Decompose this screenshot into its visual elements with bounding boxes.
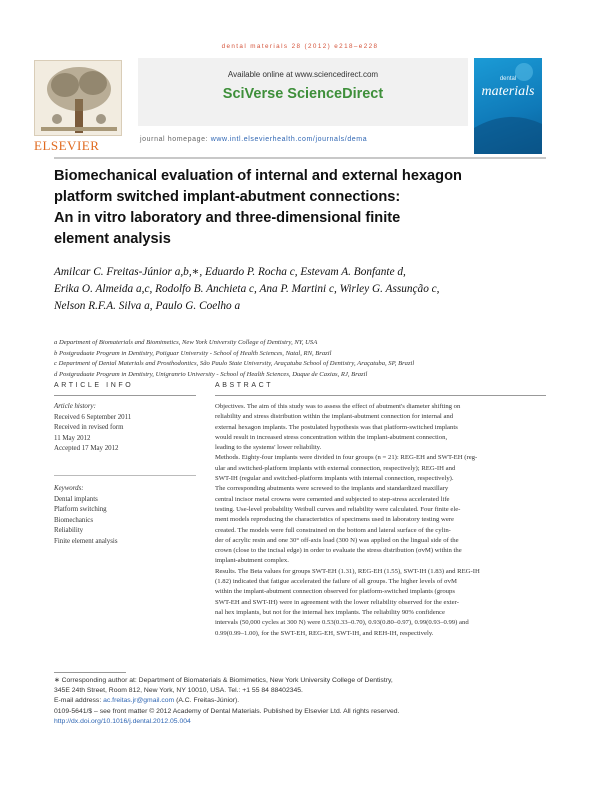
corresponding-author-note: ∗ Corresponding author at: Department of Biomaterials & Biomimetics, New York University College of Dentistry, <box>54 677 393 684</box>
affiliations <box>54 338 546 380</box>
abstract-line: Objectives. The aim of this study was to assess the effect of abutment's diameter shifting on <box>215 403 461 410</box>
abstract-line: ment models reproducing the characteristics of specimens used in laboratory testing were <box>215 516 454 524</box>
keyword-item: Platform switching <box>54 506 107 513</box>
author-line: Nelson R.F.A. Silva a, Paulo G. Coelho a <box>54 300 241 312</box>
abstract-line: 0.99(0.99–1.00), for the SWT-EH, REG-EH, SWT-IH, and REH-IH, respectively. <box>215 629 434 637</box>
keyword-item: Finite element analysis <box>54 537 118 545</box>
email-owner: (A.C. Freitas-Júnior). <box>176 697 240 705</box>
corresponding-address: 345E 24th Street, Room 812, New York, NY 10010, USA. Tel.: +1 55 84 88402345. <box>54 687 303 695</box>
journal-citation-line: dental materials 28 (2012) e218–e228 <box>221 43 379 50</box>
abstract-line: SWT-EH and SWT-IH) were in agreement with the lower reliability observed for the exter- <box>215 598 459 606</box>
homepage-link[interactable]: www.intl.elsevierhealth.com/journals/dema <box>210 136 368 143</box>
abstract-line: SWT-IH (regular and switched-platform implants with internal connection, respectively). <box>215 475 454 483</box>
homepage-label: journal homepage: <box>140 136 209 143</box>
abstract-line: crown (close to the incisal edge) in order to evaluate the stress distribution (σvM) within the <box>215 547 462 555</box>
affiliation-line: a Department of Biomaterials and Biomimetics, New York University College of Dentistry, NY, USA <box>54 339 318 346</box>
cover-subtitle: dental <box>499 76 517 82</box>
author-line: Erika O. Almeida a,c, Rodolfo B. Anchieta c, Ana P. Martini c, Wirley G. Assunção c, <box>54 283 440 295</box>
abstract-divider <box>215 395 546 396</box>
history-item: Received in revised form <box>54 424 124 431</box>
title-line: Biomechanical evaluation of internal and external hexagon <box>54 168 462 184</box>
title-line: element analysis <box>54 231 171 247</box>
article-info-heading: ARTICLE INFO <box>54 382 134 389</box>
abstract-line: created. The models were full constrained on the bottom and lateral surface of the cylin- <box>215 526 451 534</box>
title-line: platform switched implant-abutment connections: <box>54 189 401 205</box>
copyright-line: 0109-5641/$ – see front matter © 2012 Academy of Dental Materials. Published by Elsevier Ltd. All rights reserved. <box>54 707 400 715</box>
abstract-line: Methods. Eighty-four implants were divided in four groups (n = 21): REG-EH and SWT-EH (reg- <box>215 454 478 462</box>
abstract-line: Results. The Beta values for groups SWT-EH (1.31), REG-EH (1.55), SWT-IH (1.83) and REG-IH <box>215 567 480 575</box>
abstract-line: external hexagon implants. The postulated hypothesis was that platform-switched implants <box>215 423 458 431</box>
available-online-text: Available online at www.sciencedirect.com <box>227 70 379 79</box>
abstract-line: would result in increased stress concentration within the implant-abutment connection, <box>215 433 448 441</box>
history-item: Accepted 17 May 2012 <box>54 445 119 452</box>
keywords-list <box>54 484 196 547</box>
keyword-item: Biomechanics <box>54 516 94 524</box>
history-item: 11 May 2012 <box>54 434 91 442</box>
abstract-line: central incisor metal crowns were cemented and subjected to step-stress accelerated life <box>215 495 450 503</box>
article-title <box>54 166 546 250</box>
footnote-divider <box>54 672 126 673</box>
email-link[interactable]: ac.freitas.jr@gmail.com <box>103 697 175 705</box>
affiliation-line: c Department of Dental Materials and Prosthodontics, São Paulo State University, Araçatuba School of Dentistry, Araçatuba, SP, Brazil <box>54 360 415 367</box>
header-divider <box>54 157 546 159</box>
history-label: Article history: <box>54 403 96 410</box>
abstract-line: implant-abutment complex. <box>215 557 289 565</box>
abstract-line: ular and switched-platform implants with external connection, respectively); REG-IH and <box>215 464 456 472</box>
affiliation-line: d Postgraduate Program in Dentistry, Unigranrio University - School of Health Sciences, Duque de Caxias, RJ, Brazil <box>54 370 368 378</box>
author-line: Amilcar C. Freitas-Júnior a,b,∗, Eduardo P. Rocha c, Estevam A. Bonfante d, <box>54 266 406 278</box>
author-list <box>54 264 546 315</box>
elsevier-wordmark: ELSEVIER <box>34 138 100 153</box>
email-label: E-mail address: <box>54 697 102 705</box>
abstract-line: der of acrylic resin and one 30° off-axis load (300 N) was applied on the lingual side of the <box>215 536 459 544</box>
journal-header <box>30 58 566 154</box>
history-item: Received 6 September 2011 <box>54 413 132 421</box>
sciverse-logo-text: SciVerse ScienceDirect <box>222 86 384 102</box>
journal-cover-image <box>474 58 542 154</box>
affiliation-line: b Postgraduate Program in Dentistry, Potiguar University - School of Health Sciences, Natal, RN, Brazil <box>54 349 332 357</box>
abstract-line: nal hex implants, but not for the internal hex implants. The reliability 90% confidence <box>215 608 445 616</box>
title-line: An in vitro laboratory and three-dimensional finite <box>54 210 401 226</box>
abstract-line: The corresponding abutments were screwed to the implants and standardized maxillary <box>215 485 449 493</box>
abstract-line: intervals (50,000 cycles at 300 N) were 0.53(0.33–0.70), 0.93(0.80–0.97), 0.99(0.93–0.99) and <box>215 619 469 627</box>
keyword-item: Reliability <box>54 527 84 534</box>
journal-homepage <box>140 136 470 143</box>
keywords-label: Keywords: <box>54 485 84 492</box>
elsevier-tree-icon <box>34 60 122 136</box>
abstract-line: testing. Use-level probability Weibull curves and reliability were calculated. Four finite ele- <box>215 505 461 513</box>
article-history <box>54 402 196 455</box>
article-info-divider <box>54 395 196 396</box>
abstract-line: reliability and stress distribution within the implant-abutment connection for internal and <box>215 413 454 421</box>
abstract-heading: ABSTRACT <box>215 382 274 389</box>
keywords-divider <box>54 475 196 476</box>
elsevier-logo <box>30 58 130 154</box>
abstract-line: leading to the systems' lower reliability. <box>215 444 322 452</box>
doi-link[interactable]: http://dx.doi.org/10.1016/j.dental.2012.05.004 <box>54 717 191 725</box>
abstract-line: (1.82) indicated that fatigue accelerated the failure of all groups. The higher levels of σvM <box>215 578 457 586</box>
footnotes <box>54 676 546 727</box>
keyword-item: Dental implants <box>54 495 98 503</box>
abstract-line: within the implant-abutment connection observed for platform-switched implants (groups <box>215 588 455 596</box>
abstract-body <box>215 402 546 639</box>
email-line <box>54 696 546 706</box>
cover-title: materials <box>481 84 535 99</box>
